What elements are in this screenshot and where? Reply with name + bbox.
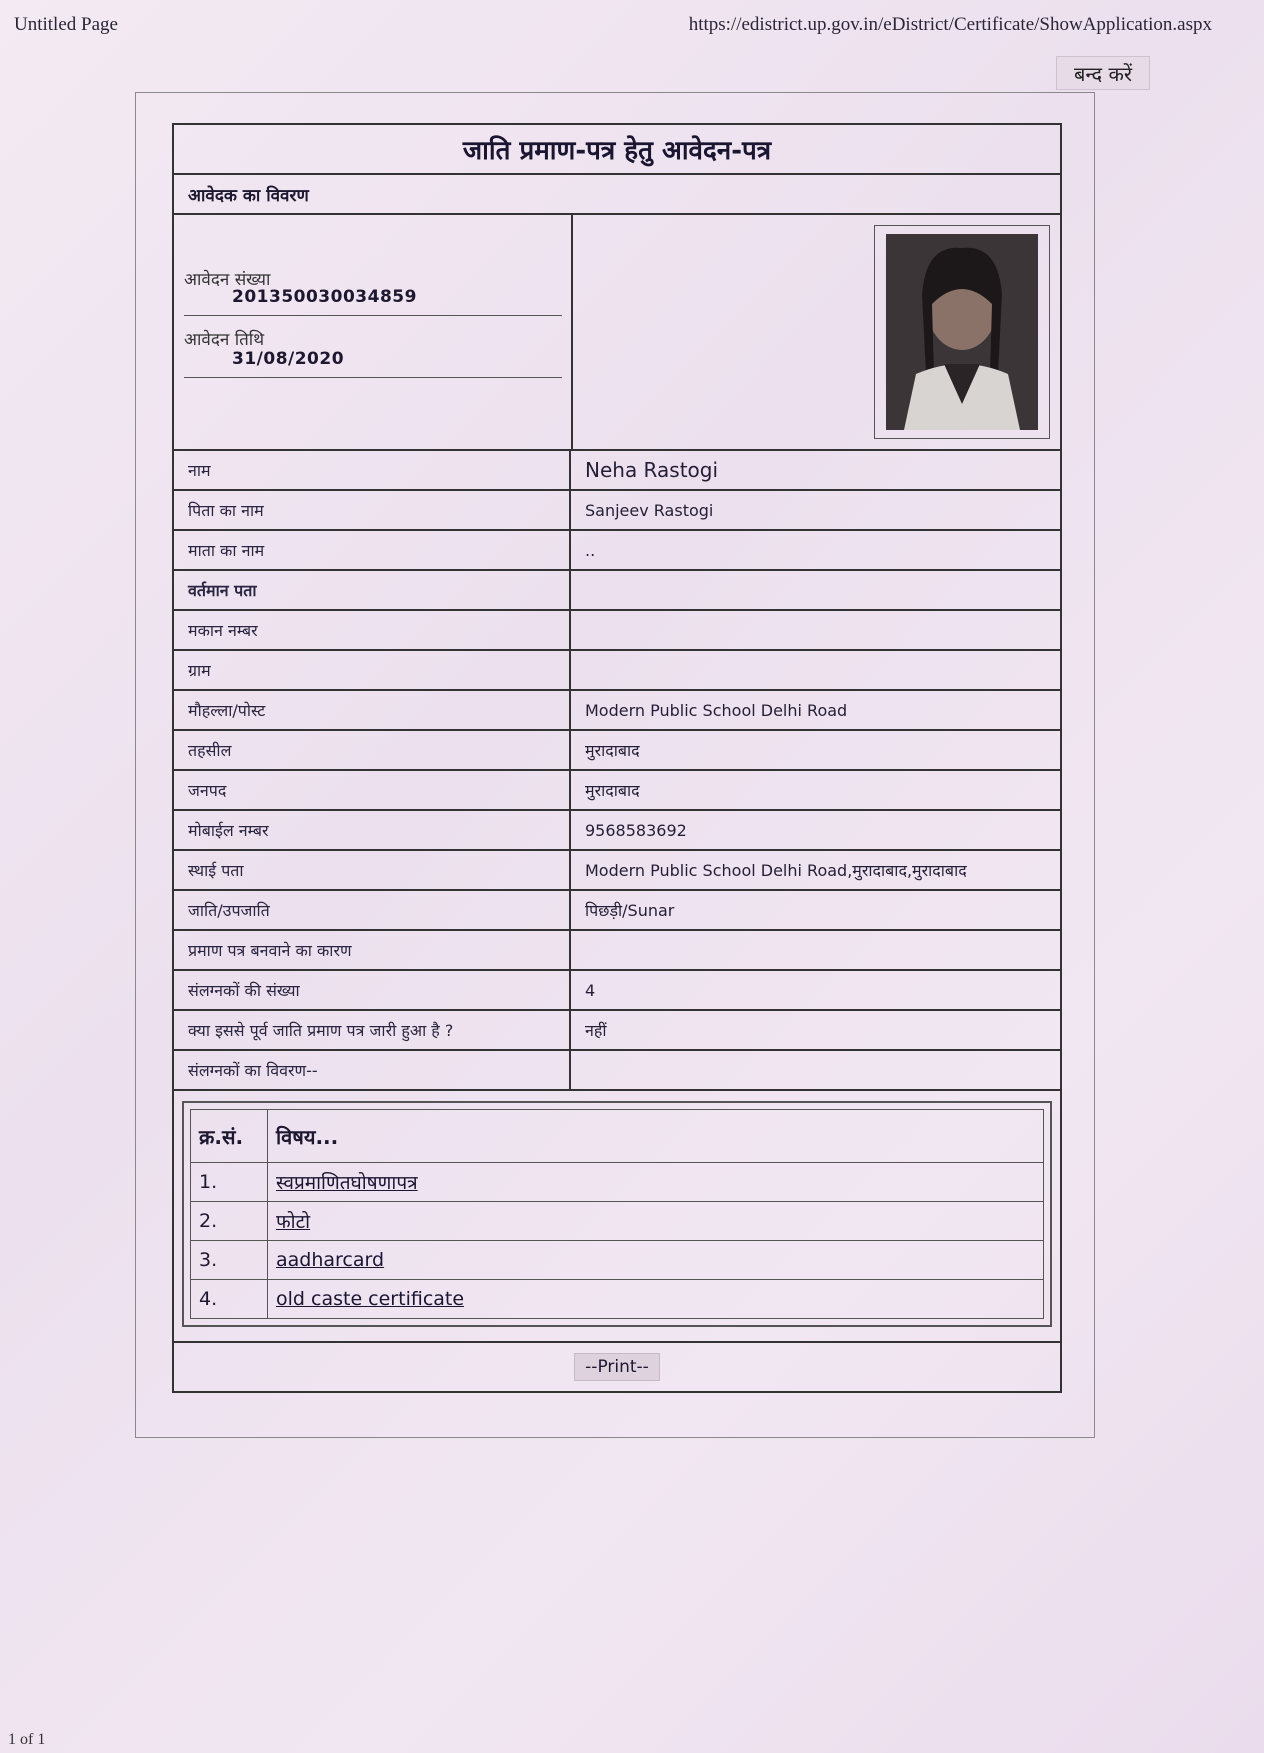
detail-label: क्या इससे पूर्व जाति प्रमाण पत्र जारी हुआ है ?: [174, 1011, 571, 1049]
page-count: 1 of 1: [8, 1731, 46, 1748]
detail-row: [174, 1011, 1060, 1051]
detail-row: [174, 851, 1060, 891]
table-row: [191, 1241, 1044, 1280]
attachment-num: 3.: [191, 1241, 268, 1280]
detail-value: [571, 611, 1060, 649]
detail-value: नहीं: [585, 1021, 607, 1040]
detail-label: पिता का नाम: [174, 491, 571, 529]
details-rows: [174, 451, 1060, 1091]
detail-value: Modern Public School Delhi Road: [585, 700, 848, 720]
attachment-link[interactable]: स्वप्रमाणितघोषणापत्र: [276, 1172, 418, 1194]
col-subject-header: विषय...: [268, 1110, 1044, 1163]
attachments-frame: [182, 1101, 1052, 1327]
print-button[interactable]: --Print--: [574, 1353, 660, 1381]
application-form: [172, 123, 1062, 1393]
attachment-cell: [268, 1202, 1044, 1241]
detail-label: संलग्नकों का विवरण--: [174, 1051, 571, 1089]
detail-row: [174, 771, 1060, 811]
detail-label: तहसील: [174, 731, 571, 769]
detail-row: [174, 491, 1060, 531]
attachment-num: 1.: [191, 1163, 268, 1202]
applicant-photo-image: [886, 234, 1038, 430]
detail-value: ..: [585, 540, 596, 560]
detail-label: ग्राम: [174, 651, 571, 689]
divider: [184, 315, 562, 316]
detail-row: [174, 1051, 1060, 1091]
attachment-cell: [268, 1280, 1044, 1319]
detail-label: जनपद: [174, 771, 571, 809]
detail-row: [174, 571, 1060, 611]
detail-label: जाति/उपजाति: [174, 891, 571, 929]
detail-value: Modern Public School Delhi Road,मुरादाबाद,मुरादाबाद: [585, 861, 967, 880]
table-header-row: [191, 1110, 1044, 1163]
browser-page-title: Untitled Page: [14, 14, 118, 35]
detail-row: [174, 691, 1060, 731]
divider: [184, 377, 562, 378]
close-button[interactable]: बन्द करें: [1056, 56, 1150, 90]
detail-row: [174, 531, 1060, 571]
table-row: [191, 1280, 1044, 1319]
photo-frame: [874, 225, 1050, 439]
detail-label: वर्तमान पता: [174, 571, 571, 609]
detail-row: [174, 891, 1060, 931]
application-number-label: आवेदन संख्या: [184, 270, 271, 290]
detail-label: मौहल्ला/पोस्ट: [174, 691, 571, 729]
section-title: आवेदक का विवरण: [174, 175, 1060, 215]
attachment-cell: [268, 1163, 1044, 1202]
browser-url: https://edistrict.up.gov.in/eDistrict/Certificate/ShowApplication.aspx: [688, 14, 1212, 35]
attachment-cell: [268, 1241, 1044, 1280]
application-number-value: 201350030034859: [232, 287, 417, 307]
attachment-link[interactable]: फोटो: [276, 1211, 311, 1233]
detail-value: Neha Rastogi: [585, 458, 719, 482]
application-header-block: [174, 215, 1060, 451]
attachment-num: 4.: [191, 1280, 268, 1319]
attachments-table: [190, 1109, 1044, 1319]
application-info: [174, 215, 573, 449]
detail-row: [174, 451, 1060, 491]
detail-label: माता का नाम: [174, 531, 571, 569]
detail-value: पिछड़ी/Sunar: [585, 901, 675, 920]
detail-label: नाम: [174, 451, 571, 489]
detail-value: [571, 571, 1060, 609]
detail-label: मोबाईल नम्बर: [174, 811, 571, 849]
photo-cell: [573, 215, 1060, 449]
detail-label: स्थाई पता: [174, 851, 571, 889]
detail-value: 4: [585, 980, 596, 1000]
detail-row: [174, 731, 1060, 771]
print-row: [174, 1343, 1060, 1391]
table-row: [191, 1163, 1044, 1202]
attachments-block: [174, 1091, 1060, 1343]
attachment-link[interactable]: old caste certificate: [276, 1288, 465, 1310]
detail-row: [174, 651, 1060, 691]
form-title: जाति प्रमाण-पत्र हेतु आवेदन-पत्र: [174, 125, 1060, 175]
attachment-num: 2.: [191, 1202, 268, 1241]
detail-label: संलग्नकों की संख्या: [174, 971, 571, 1009]
attachment-link[interactable]: aadharcard: [276, 1249, 385, 1271]
application-date-label: आवेदन तिथि: [184, 330, 265, 350]
detail-value: [571, 651, 1060, 689]
table-row: [191, 1202, 1044, 1241]
detail-label: मकान नम्बर: [174, 611, 571, 649]
detail-row: [174, 811, 1060, 851]
detail-row: [174, 931, 1060, 971]
detail-row: [174, 611, 1060, 651]
applicant-photo: [886, 234, 1038, 430]
application-date-value: 31/08/2020: [232, 349, 345, 369]
detail-value: मुरादाबाद: [585, 741, 640, 760]
detail-value: [571, 931, 1060, 969]
detail-value: मुरादाबाद: [585, 781, 640, 800]
detail-label: प्रमाण पत्र बनवाने का कारण: [174, 931, 571, 969]
detail-value: Sanjeev Rastogi: [585, 500, 714, 520]
detail-row: [174, 971, 1060, 1011]
col-num-header: क्र.सं.: [191, 1110, 268, 1163]
detail-value: [571, 1051, 1060, 1089]
detail-value: 9568583692: [585, 820, 687, 840]
